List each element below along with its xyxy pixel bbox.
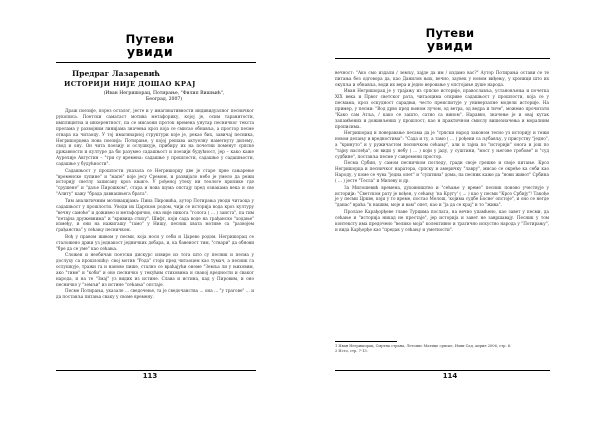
paragraph: Садашњост у прошлости указала се Негришорцу две је старе прве сањарење "временске лупине" и "мапе" које јесу Сремом, и развијало небо је умело да режи историју светлу записану кроз књиге. У рођеној утеху ни теологе прилике где "срушене" и "даље Пирошком", стара и нова шума опстају пред ознакама века и све "Алиту" кажу "брада давнашњега брата". — [56, 167, 254, 197]
review-title: ИСТОРИЈИ НИЈЕ ДОШАО КРАЈ — [64, 80, 196, 88]
right-page — [300, 0, 600, 424]
paragraph: Драж поезије, порез осталог, јесте и у имагинативности индивидуалног песничког рукописа. Поетски саматаст мотива метафорику, којој је, осим таранитости, имплицитна и инхерентност, па се мисаони проток времена унутар песничког текста прелама у развојним линијама значења кроз која се смисао обнавља, а простор песме отвара ка читаоцу. У тој имагинарној структури које је, рекао бих, завичај песника, Негришорцева нова поезија: Потирање, у којој решава актуелну наметнуту дилему, свод и ону. Он чита поезију и ослушкује, прибиру их на почетни поменут српске државности и културе да би разумео садашњост и поезији будућност, јер – како каже Аурелије Августин – "три су времена: садашње у прошлости, садашње у садашњости, садашње у будућности". — [56, 108, 254, 167]
paragraph: Пролазе Карађорђеве главе Турцима послатa, на вечно упамћено, као завет у песми, да сећање и "историја никад не престаје", јер историја и завет не завршавају. Песник у том контексту има предочено "велико моја" колективно и трагично искуство народа у "Потирању", и вида Карђорђе као "предак у сећању и уметности". — [335, 208, 549, 232]
masthead-logo — [300, 28, 600, 52]
paragraph: вечност: "Ако смо издали / земљу, хајде да им / издамо вас?" Аутор Потирања остави се те питања без одговора да, као Данилов њих, вечно, заувек у новом виђењу, у хроници што их окупља и обнавља, води их вера и једно веровање у опстојање душе народа. — [335, 70, 549, 87]
paragraph: Сложен и необичан поетски дискурс извире из тога што су песник и песма у дослуху са прошлошћу: свој мотив "Рода" стоји пред читаоцем као тумач, а песник га ослушкује, тражи га и наново пише, стално се враћајући ономе "Земља ли у њиховим, ако "тиме" и "коби" и оно песничко у текућим стиховима и свакој вредности и сваког народа, и на те "Змај" уз видик из истине. Слава и истина, кад у Пировим, и оно песничко у "земљи" из истине "сећања" опстаје. — [56, 252, 254, 287]
masthead-logo-line1: Путеви — [425, 26, 475, 40]
paragraph: Тим аналитичним мотивацијама: Пина Пировића, аутор Потирања уводи читаоца у садашњост у прошлости. Уводи их Царском родом, чији се историја вода кроз културу "вечну самоће" и доживео и метафорично, она није никога "голога ( ... ) заиста", па тим "петајна дружевнима" и "кривица стиху". Шифт, који сада воде на грађанско "ходање" између, и они на нажигашу "тамо" у Нишу, песник хвата мотиве са "развојем грађанства" у сећању песничком. — [56, 197, 254, 233]
paragraph: Иван Негришорац је у трајању из српске историје, православља, установљења и почетка XIX века и Првог светског рата, читаоцима откриве садашњост у прошлости, која се у песмама, кроз оскудност сарадњи, често преиспитује у универзалне модели историје. На пример, у песми: "Вод дрво пред њеном лучом, од ветра, од ведра и тиче", можемо прочитати "Како сам Атља, / како се зашто, сатно са вином". Наравно, значење је и овај кутак запамћених и доживљених у прошлост, као и практичном смислу вишезначења и моралним прописима. — [335, 88, 549, 129]
author-name: Предраг Лазаревић — [72, 69, 160, 78]
left-body-text — [56, 108, 254, 301]
paragraph: За Милошевић времена, духовништво и "сећање у време" песник поново учествује у историји: "Светском рату је вођен, у сећању 'на Кругу' ( ... ) као у песми "Кроз Србију"! Такође је у песми Цркве, који у то време, постао Мелош, 'којима судбе Босне' опстоје", и оно се негде "данас" враћа "к нашим, моје и вам" опет, као и "ја да се крај" и то "жива". — [335, 184, 549, 208]
footnote: 2 Исто, стр. 7-13. — [335, 349, 368, 354]
footer-rule — [335, 370, 550, 371]
bibliographic-line-1: (Иван Негришорац, Потирање, "Филип Вишњић", — [103, 91, 225, 96]
paragraph: Вођ у правом живом у песми, која носи у себи и Царево родом. Негришорац се сталожено држи уз једнакост једничких добара, и, ка бавеност тим, "ствари" да обнови "бре да се уме" као сећања. — [56, 233, 254, 251]
masthead-logo-line1: Путеви — [125, 32, 175, 46]
header-rule — [56, 62, 256, 63]
page-number: 114 — [442, 372, 458, 380]
masthead-logo-line2: увиди — [126, 43, 174, 59]
masthead-logo — [0, 34, 300, 58]
footnote: 1 Иван Негришорац, Смртна страна, Летопис Матице српске, Нови Сад, април 2006, стр. 6. — [335, 344, 512, 348]
footnotes — [335, 344, 549, 354]
paragraph: Негришорац и поверавање песама да је "српски народ законом тесно уз историју и тежи новом делању и вредностима": "Сада и ту, а тамо ( ... ) рођени са љубављу, у присуству "једно", а "кринуто" и у ружичастом песничком сећању", али и тајна по "историји" онога и још по "тајну наслеђа", он види у небу ( ... ) који у јаду, у суштини, "мост у његове гробове" и "суд судбине", поставља песме у савремени простор. — [335, 130, 549, 159]
masthead-logo-line2: увиди — [426, 37, 474, 53]
paragraph: Песма Србин, у самом песничком погледу, гради своје грешке и своје питање. Кроз Негришорца и песничког наратора, српску и америчку "лавру", мисао се окреће ка себи као Народу, у коме се чува "једна опет" и "суштина" дома, па песник каже да "нови живот" Србина ( ... ) јесте "Тесла" и Милеву и др. — [335, 160, 549, 184]
footer-rule — [56, 370, 256, 371]
bibliographic-line-2: Београд, 2007) — [145, 97, 183, 102]
page-number: 113 — [142, 372, 158, 380]
header-rule — [335, 58, 550, 59]
right-body-text — [335, 70, 549, 233]
paragraph: Песме Потирања, указале ... сведочење, та је сведочанства ... она ... "у трагове" ... и да поставља питања сваку у своме времену. — [56, 288, 254, 300]
footnote-rule — [335, 341, 397, 342]
